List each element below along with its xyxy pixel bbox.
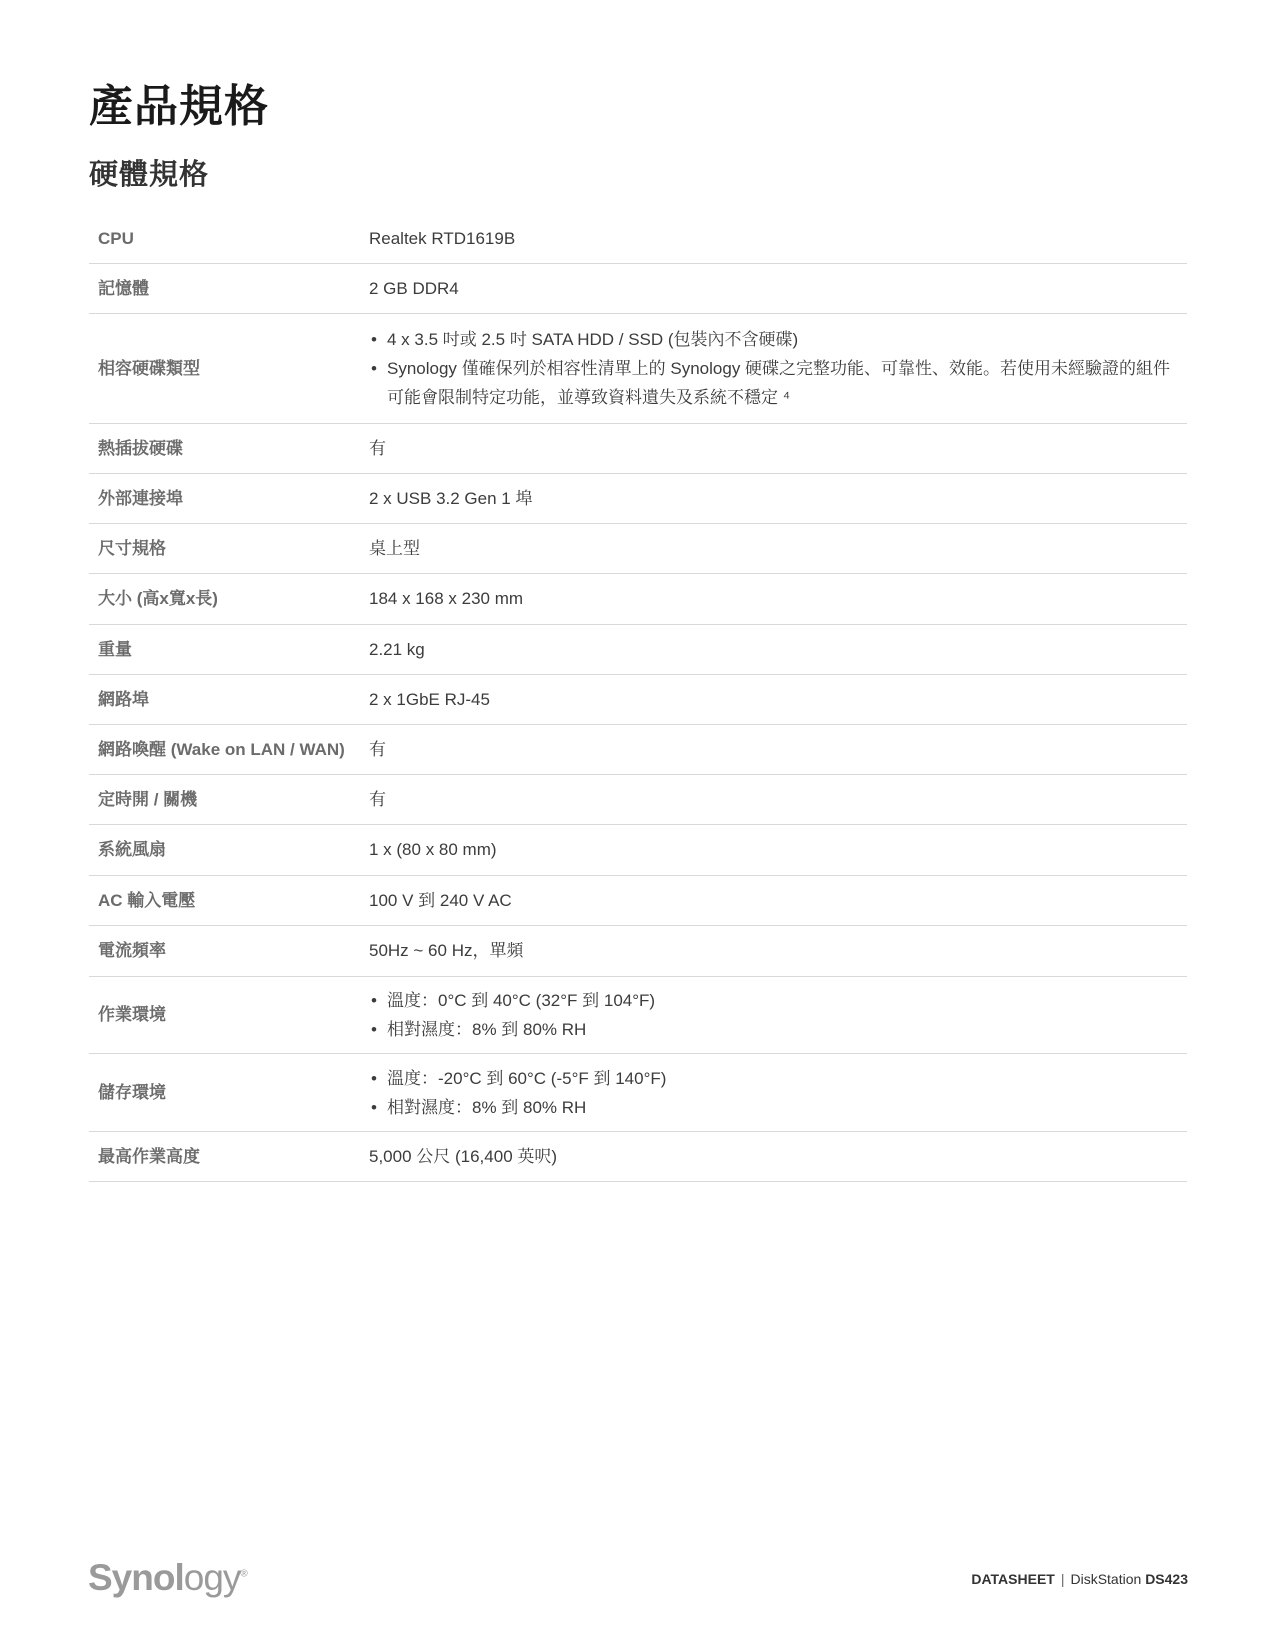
model-name: DS423 (1145, 1571, 1188, 1587)
spec-bullet-item: • Synology 僅確保列於相容性清單上的 Synology 硬碟之完整功能、可靠性、效能。若使用未經驗證的組件可能會限制特定功能，並導致資料遺失及系統不穩定 ⁴ (369, 354, 1187, 412)
footer-separator: | (1060, 1571, 1065, 1587)
spec-label: 儲存環境 (98, 1082, 166, 1102)
spec-label: 大小 (高x寬x長) (98, 589, 218, 609)
footer-doc-info (971, 1571, 1188, 1587)
spec-value: 有 (369, 739, 386, 759)
spec-row (89, 574, 1187, 625)
spec-label: 網路喚醒 (Wake on LAN / WAN) (98, 739, 345, 759)
spec-value: 1 x (80 x 80 mm) (369, 840, 497, 860)
spec-value: Realtek RTD1619B (369, 228, 516, 248)
spec-value: 50Hz ~ 60 Hz，單頻 (369, 941, 524, 961)
spec-bullet-list (369, 325, 1187, 412)
spec-bullet-item: • 溫度：-20°C 到 60°C (-5°F 到 140°F) (369, 1064, 1187, 1093)
spec-row (89, 876, 1187, 926)
spec-row (89, 524, 1187, 574)
spec-bullet-list (369, 986, 1187, 1044)
spec-label: 相容硬碟類型 (98, 358, 200, 378)
spec-row (89, 775, 1187, 825)
spec-row (89, 424, 1187, 474)
spec-table (89, 214, 1187, 1182)
spec-row (89, 214, 1187, 264)
spec-value: 2 x USB 3.2 Gen 1 埠 (369, 488, 533, 508)
spec-bullet-item: • 相對濕度：8% 到 80% RH (369, 1015, 1187, 1044)
spec-label: 尺寸規格 (98, 538, 166, 558)
synology-logo (88, 1557, 247, 1599)
spec-label: 系統風扇 (98, 840, 166, 860)
spec-label: 外部連接埠 (98, 488, 183, 508)
spec-value: 2.21 kg (369, 639, 425, 659)
spec-label: 作業環境 (98, 1005, 166, 1025)
spec-value: 2 x 1GbE RJ-45 (369, 689, 490, 709)
spec-value: 有 (369, 438, 386, 458)
spec-label: CPU (98, 228, 134, 248)
spec-label: 電流頻率 (98, 941, 166, 961)
spec-value (369, 1064, 1187, 1122)
spec-row (89, 474, 1187, 524)
spec-label: 熱插拔硬碟 (98, 438, 183, 458)
spec-row (89, 314, 1187, 424)
doc-type: DATASHEET (971, 1571, 1055, 1587)
logo-bold-part: Synol (88, 1557, 184, 1598)
spec-bullet-item: • 相對濕度：8% 到 80% RH (369, 1093, 1187, 1122)
spec-value: 2 GB DDR4 (369, 278, 459, 298)
spec-row (89, 977, 1187, 1054)
section-title: 硬體規格 (89, 159, 210, 191)
spec-value: 184 x 168 x 230 mm (369, 589, 524, 609)
spec-row (89, 675, 1187, 725)
spec-row (89, 825, 1187, 876)
registered-mark: ® (240, 1568, 247, 1580)
spec-row (89, 1054, 1187, 1132)
spec-row (89, 264, 1187, 314)
spec-value: 5,000 公尺 (16,400 英呎) (369, 1146, 558, 1166)
spec-row (89, 625, 1187, 675)
spec-row (89, 725, 1187, 775)
spec-row (89, 1132, 1187, 1182)
spec-label: 重量 (98, 639, 132, 659)
spec-bullet-item: • 4 x 3.5 吋或 2.5 吋 SATA HDD / SSD (包裝內不含硬碟) (369, 325, 1187, 354)
spec-label: 最高作業高度 (98, 1146, 200, 1166)
spec-value (369, 986, 1187, 1044)
spec-value: 100 V 到 240 V AC (369, 890, 512, 910)
spec-bullet-item: • 溫度：0°C 到 40°C (32°F 到 104°F) (369, 986, 1187, 1015)
spec-label: 網路埠 (98, 689, 149, 709)
spec-value (369, 325, 1187, 412)
spec-label: 記憶體 (98, 278, 149, 298)
spec-bullet-list (369, 1064, 1187, 1122)
product-line: DiskStation (1070, 1571, 1142, 1587)
spec-value: 有 (369, 789, 386, 809)
page-title: 產品規格 (89, 82, 269, 131)
logo-light-part: ogy (183, 1557, 241, 1598)
spec-label: 定時開 / 關機 (98, 789, 198, 809)
spec-value: 桌上型 (369, 538, 420, 558)
spec-label: AC 輸入電壓 (98, 890, 196, 910)
spec-row (89, 926, 1187, 977)
